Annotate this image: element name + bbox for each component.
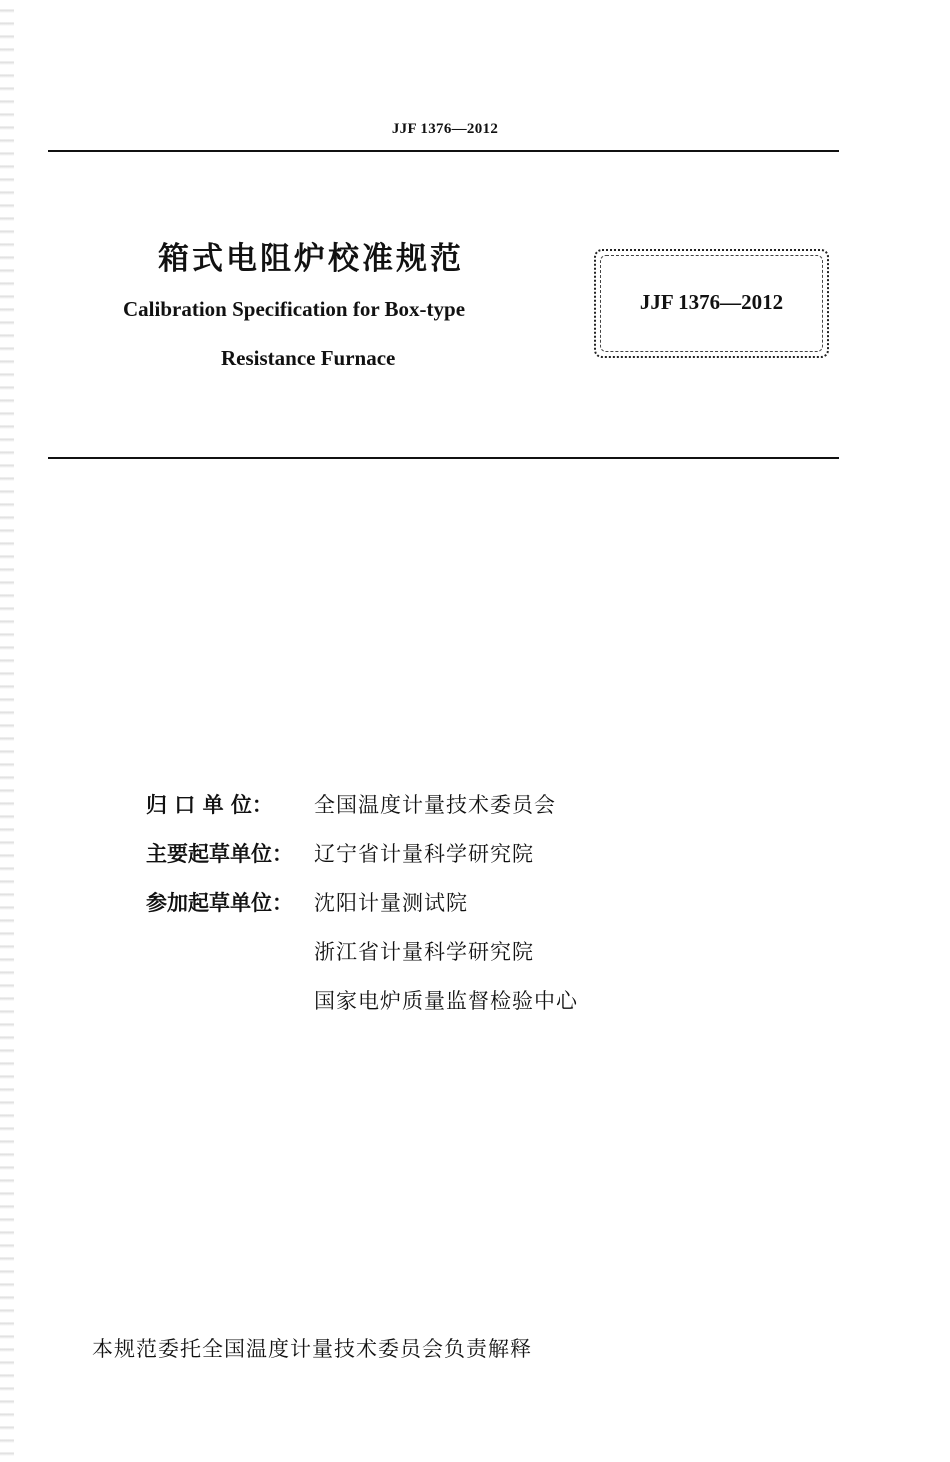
interpretation-note: 本规范委托全国温度计量技术委员会负责解释 [92, 1337, 532, 1361]
header-standard-code: JJF 1376—2012 [391, 121, 499, 137]
title-english-line1: Calibration Specification for Box-type [123, 297, 466, 321]
title-chinese: 箱式电阻炉校准规范 [158, 241, 464, 277]
unit-label: 主要起草单位： [146, 842, 293, 866]
unit-value: 国家电炉质量监督检验中心 [314, 989, 578, 1013]
unit-label: 参加起草单位： [146, 891, 293, 915]
unit-value: 浙江省计量科学研究院 [314, 940, 534, 964]
unit-value: 沈阳计量测试院 [314, 891, 468, 915]
unit-value: 辽宁省计量科学研究院 [314, 842, 534, 866]
title-rule [48, 457, 839, 459]
standard-code-box [594, 249, 829, 358]
scan-edge-artifact [0, 0, 14, 1462]
title-english-line2: Resistance Furnace [221, 346, 396, 370]
unit-value: 全国温度计量技术委员会 [314, 793, 556, 817]
code-box-text: JJF 1376—2012 [639, 290, 784, 314]
header-rule [48, 150, 839, 152]
unit-label: 归 口 单 位： [146, 793, 273, 817]
